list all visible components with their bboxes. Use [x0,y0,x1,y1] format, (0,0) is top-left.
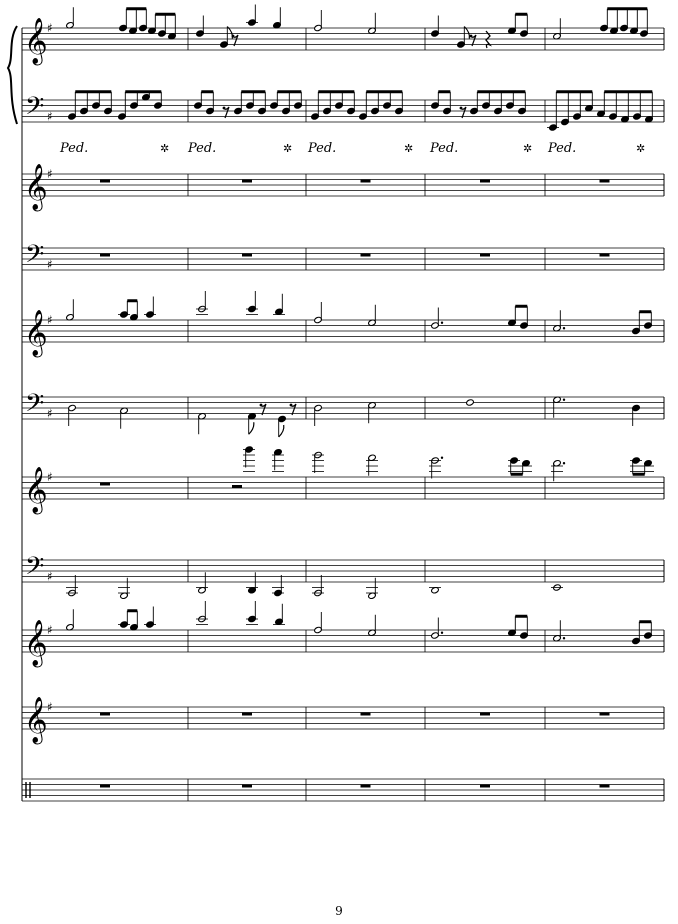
whole-rest [100,254,110,257]
whole-rest [100,180,110,183]
bass-clef-icon: 𝄢 [25,552,45,587]
bass-clef-icon: 𝄢 [25,389,45,424]
pedal-release-marking: ✲ [523,142,533,155]
treble-clef-icon: 𝄞 [24,697,48,743]
piano-brace [8,26,17,124]
augmentation-dot [441,632,443,634]
eighth-rest [470,35,473,38]
pedal-release-marking: ✲ [404,142,414,155]
eighth-rest [460,107,463,110]
note-flag [279,425,284,437]
augmentation-dot [441,322,443,324]
treble-clef-icon: 𝄞 [24,467,48,513]
half-rest [232,485,242,488]
treble-clef-icon: 𝄞 [24,310,48,356]
eighth-rest [223,107,226,110]
augmentation-dot [563,399,565,401]
pedal-down-marking: Ped. [430,141,459,156]
eighth-rest [260,404,263,407]
augmentation-dot [563,462,565,464]
key-signature-sharp: ♯ [47,470,53,484]
bass-clef-icon: 𝄢 [25,240,45,275]
treble-clef-icon: 𝄞 [24,18,48,64]
whole-rest [242,785,252,788]
whole-rest [480,713,490,716]
note-flag [249,422,254,434]
augmentation-dot [441,457,443,459]
pedal-down-marking: Ped. [308,141,337,156]
eighth-rest [290,404,293,407]
key-signature-sharp: ♯ [47,109,53,124]
whole-rest [361,785,371,788]
key-signature-sharp: ♯ [47,313,53,327]
whole-rest [480,785,490,788]
whole-rest [242,713,252,716]
whole-rest [242,180,252,183]
whole-rest [600,785,610,788]
staff-staff-4 [22,248,664,270]
key-signature-sharp: ♯ [47,21,53,35]
whole-rest [100,713,110,716]
augmentation-dot [563,637,565,639]
pedal-release-marking: ✲ [160,142,170,155]
treble-clef-icon: 𝄞 [24,164,48,210]
staff-staff-6 [22,397,664,419]
whole-rest [100,483,110,486]
whole-rest [361,713,371,716]
staff-staff-7 [22,477,664,499]
staff-staff-9 [22,630,664,652]
key-signature-sharp: ♯ [47,167,53,181]
staff-piano-rh [22,28,664,50]
whole-rest [480,254,490,257]
pedal-release-marking: ✲ [636,142,646,155]
whole-rest [600,713,610,716]
pedal-down-marking: Ped. [188,141,217,156]
pedal-down-marking: Ped. [548,141,577,156]
eighth-rest [232,35,235,38]
whole-rest [600,180,610,183]
staff-staff-8 [22,560,664,582]
key-signature-sharp: ♯ [47,623,53,637]
note-head [466,399,475,406]
key-signature-sharp: ♯ [47,569,53,584]
augmentation-dot [563,327,565,329]
staff-staff-5 [22,320,664,342]
pedal-down-marking: Ped. [60,141,89,156]
whole-rest [480,180,490,183]
whole-rest [600,254,610,257]
key-signature-sharp: ♯ [47,700,53,714]
staff-staff-11 [22,779,664,801]
staff-staff-3 [22,174,664,196]
bass-clef-icon: 𝄢 [25,92,45,127]
whole-rest [100,785,110,788]
treble-clef-icon: 𝄞 [24,620,48,666]
staff-piano-lh [22,100,664,122]
whole-rest [361,180,371,183]
key-signature-sharp: ♯ [47,406,53,421]
whole-rest [361,254,371,257]
staff-staff-10 [22,707,664,729]
page-number: 9 [335,904,343,918]
key-signature-sharp: ♯ [47,257,53,272]
pedal-release-marking: ✲ [283,142,293,155]
whole-rest [242,254,252,257]
